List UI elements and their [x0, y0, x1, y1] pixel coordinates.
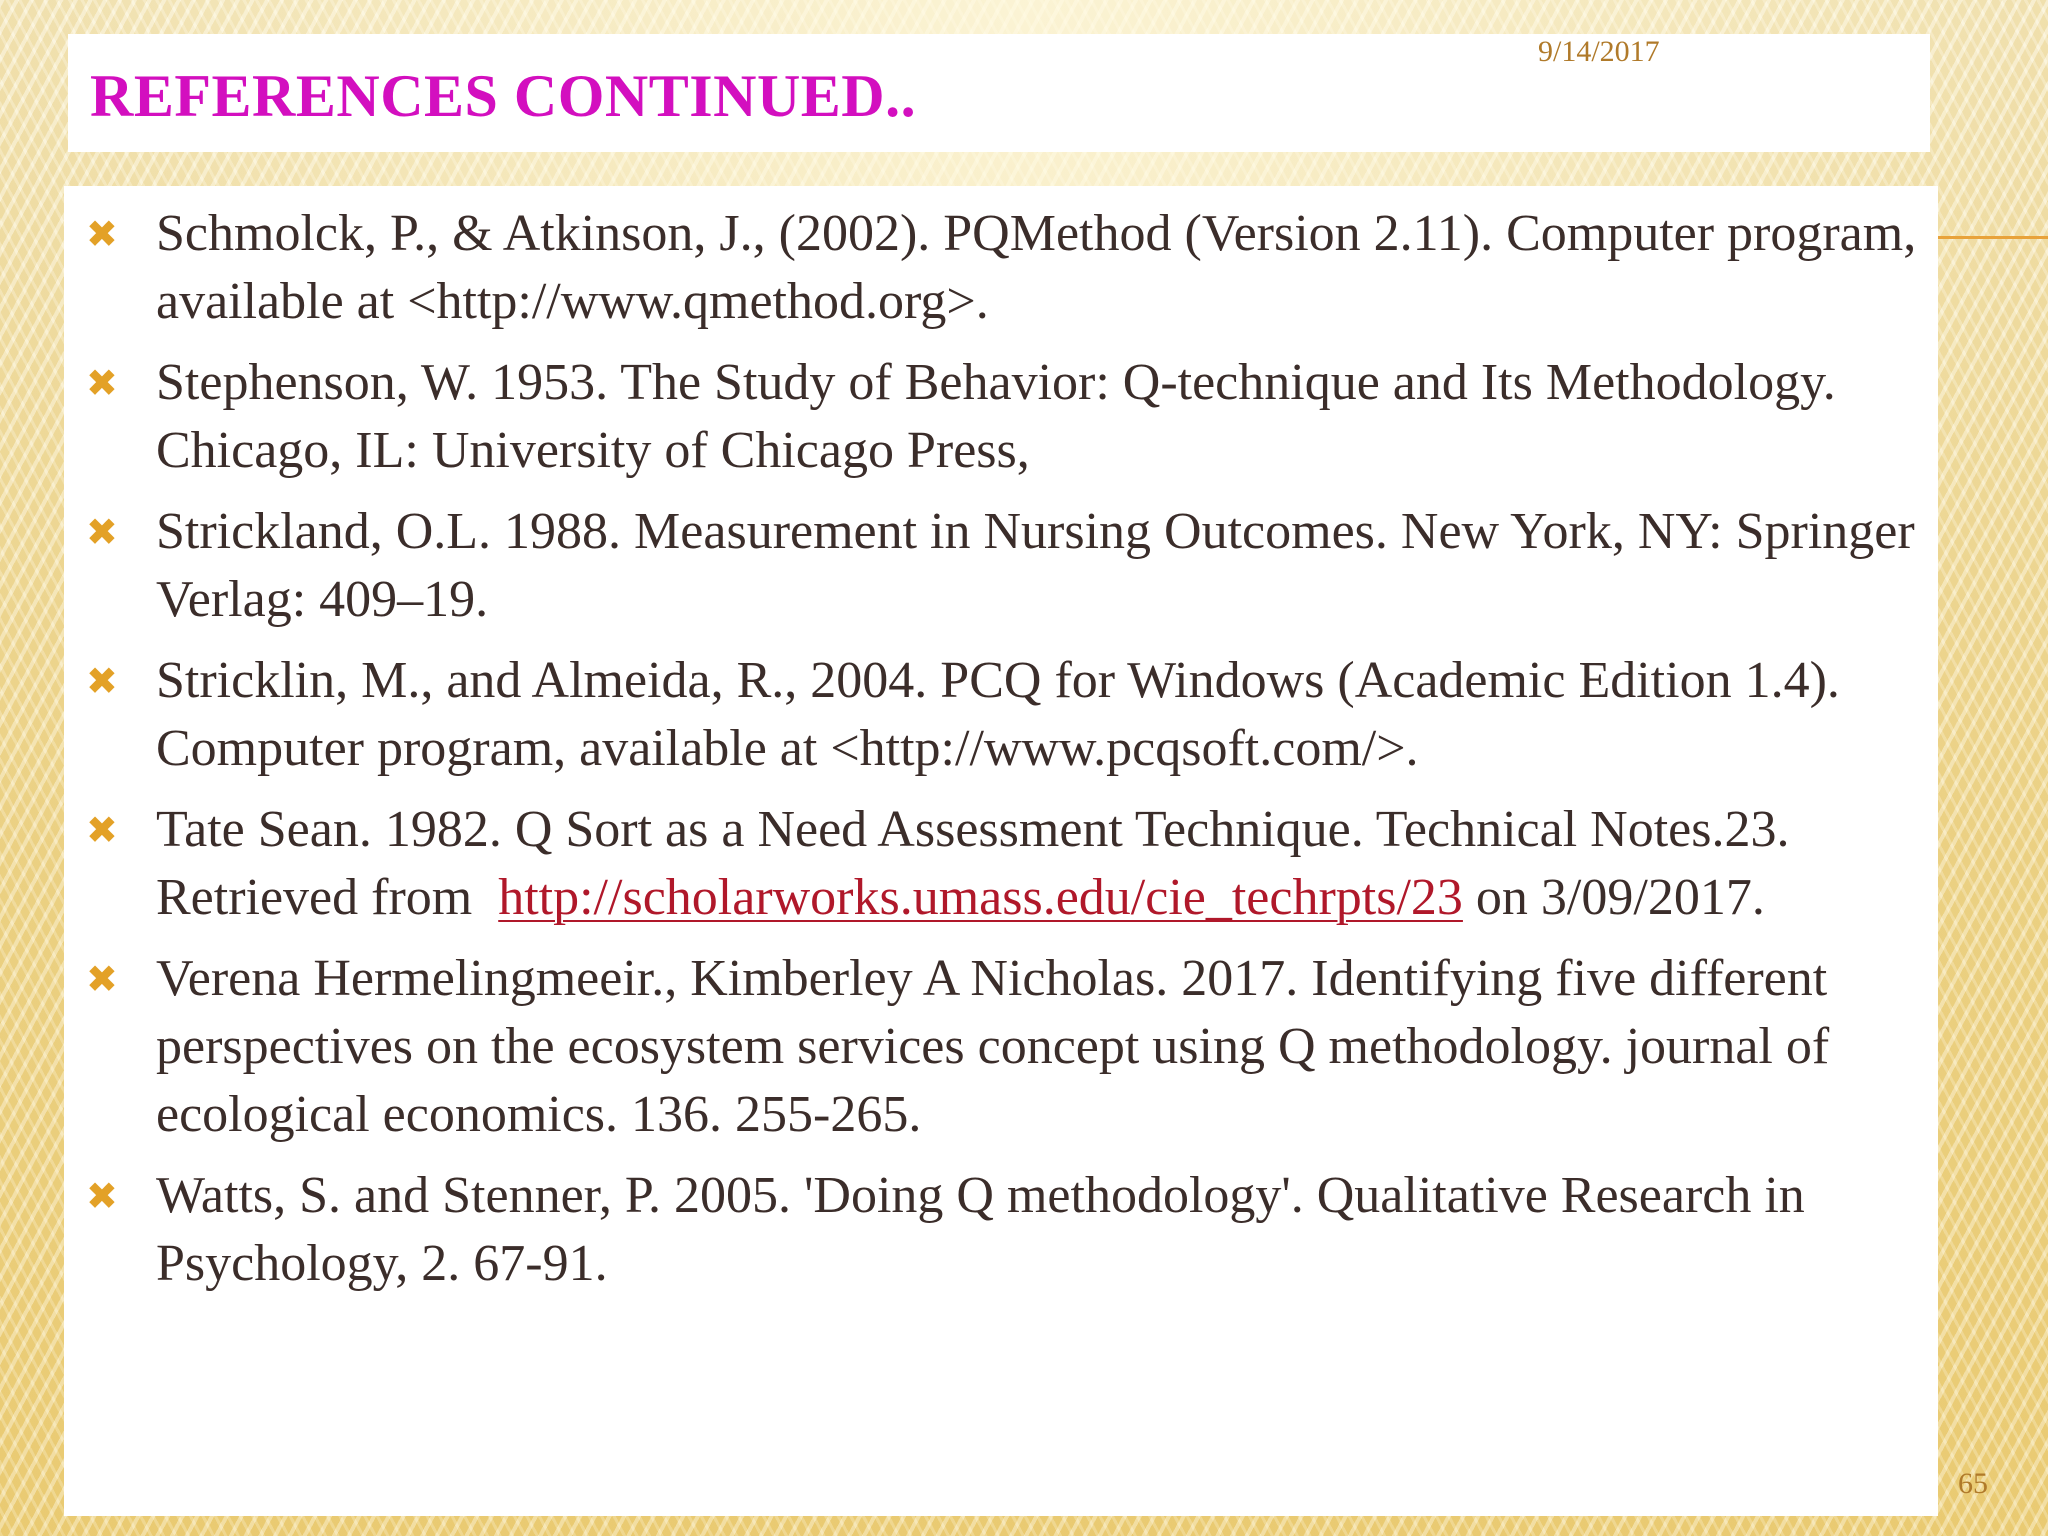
reference-text: Verena Hermelingmeeir., Kimberley A Nicholas. 2017. Identifying five different perspectives on the ecosystem services concept using Q methodology. journal of ecological economics. 136. 255-265. [156, 950, 1830, 1143]
x-mark-icon: ✖ [86, 510, 118, 554]
reference-text: Schmolck, P., & Atkinson, J., (2002). PQMethod (Version 2.11). Computer program, available at <http://www.qmethod.org>. [156, 205, 1917, 330]
reference-item-stricklin [64, 647, 1938, 783]
reference-text: Watts, S. and Stenner, P. 2005. 'Doing Q methodology'. Qualitative Research in Psychology, 2. 67-91. [156, 1167, 1805, 1292]
reference-item-stephenson [64, 349, 1938, 485]
reference-item-tate [64, 796, 1938, 932]
x-mark-icon: ✖ [86, 361, 118, 405]
content-panel [64, 186, 1938, 1516]
reference-text: Stephenson, W. 1953. The Study of Behavior: Q-technique and Its Methodology. Chicago, IL: University of Chicago Press, [156, 354, 1836, 479]
x-mark-icon: ✖ [86, 957, 118, 1001]
reference-item-schmolck [64, 200, 1938, 336]
reference-item-strickland [64, 498, 1938, 634]
reference-item-hermelingmeeir [64, 945, 1938, 1149]
reference-list [64, 200, 1938, 1311]
reference-text-after-link: on 3/09/2017. [1462, 869, 1765, 926]
reference-text-before-link: Tate Sean. 1982. Q Sort as a Need Assessment Technique. Technical Notes.23. Retrieved from [156, 801, 1803, 926]
reference-text: Strickland, O.L. 1988. Measurement in Nursing Outcomes. New York, NY: Springer Verlag: 409–19. [156, 503, 1915, 628]
reference-link-scholarworks[interactable]: http://scholarworks.umass.edu/cie_techrpts/23 [498, 869, 1463, 926]
x-mark-icon: ✖ [86, 1174, 118, 1218]
x-mark-icon: ✖ [86, 659, 118, 703]
slide-title: REFERENCES CONTINUED.. [90, 63, 917, 129]
reference-item-watts [64, 1162, 1938, 1298]
reference-text: Stricklin, M., and Almeida, R., 2004. PCQ for Windows (Academic Edition 1.4). Computer program, available at <http://www.pcqsoft.com/>. [156, 652, 1840, 777]
x-mark-icon: ✖ [86, 212, 118, 256]
title-panel [68, 34, 1930, 152]
page-number: 65 [1958, 1467, 1988, 1500]
slide-date: 9/14/2017 [1538, 35, 1660, 68]
accent-divider-line [1938, 236, 2048, 239]
x-mark-icon: ✖ [86, 808, 118, 852]
